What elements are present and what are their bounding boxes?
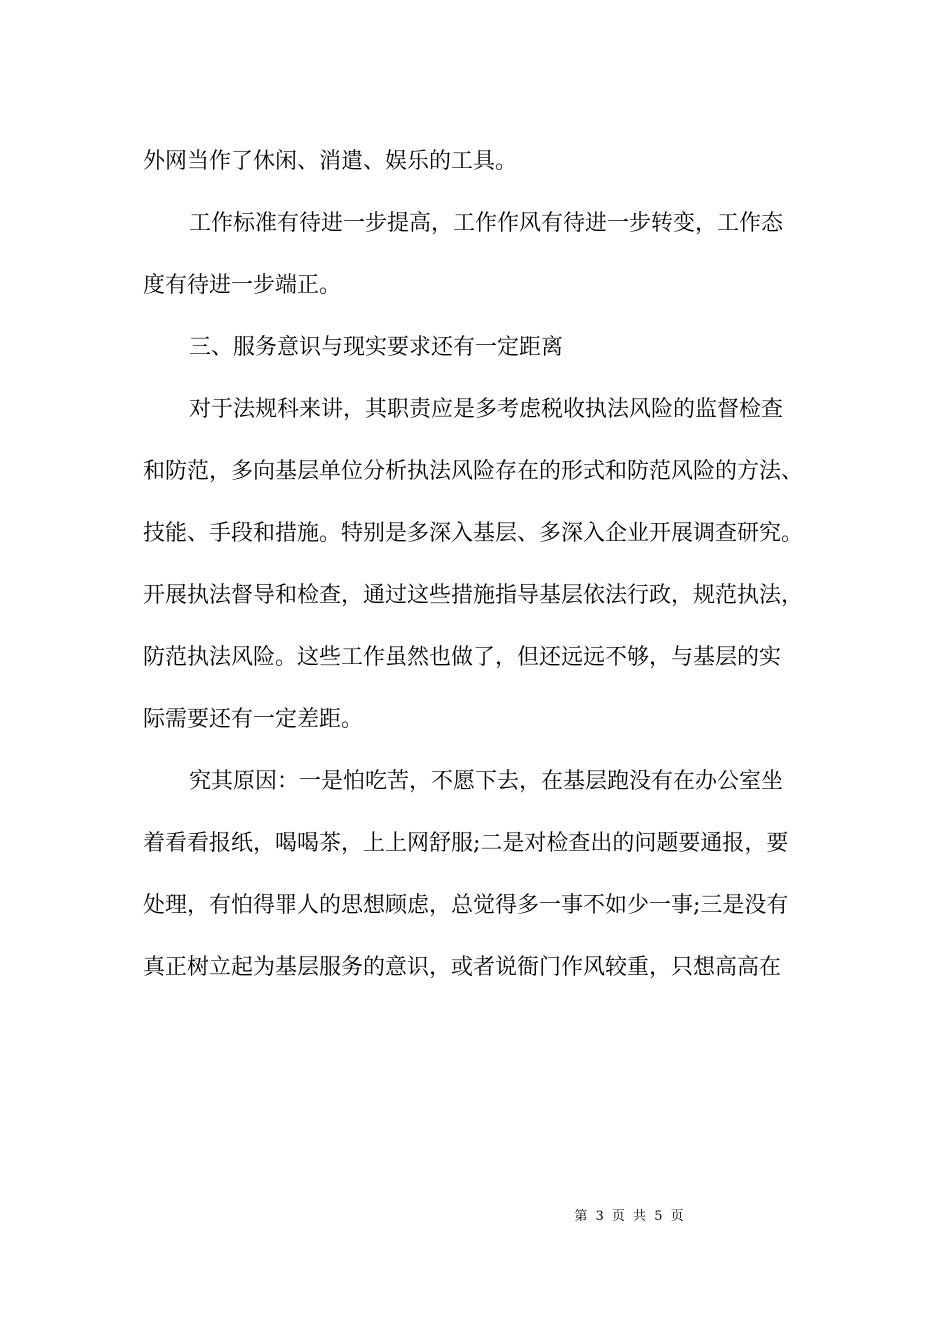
text-line: 着看看报纸，喝喝茶，上上网舒服;二是对检查出的问题要通报，要 [143,831,789,856]
text-line: 防范执法风险。这些工作虽然也做了，但还远远不够，与基层的实 [143,645,782,670]
text-line: 对于法规科来讲，其职责应是多考虑税收执法风险的监督检查 [189,397,784,422]
text-line: 度有待进一步端正。 [143,273,342,298]
page-number: 第 3 页 共 5 页 [574,1209,686,1224]
text-line: 真正树立起为基层服务的意识，或者说衙门作风较重，只想高高在 [143,955,782,980]
text-line: 际需要还有一定差距。 [143,707,364,732]
text-line: 技能、手段和措施。特别是多深入基层、多深入企业开展调查研究。 [143,521,804,546]
text-line: 外网当作了休闲、消遣、娱乐的工具。 [143,149,518,174]
text-line: 开展执法督导和检查，通过这些措施指导基层依法行政，规范执法， [143,583,804,608]
document-body [143,131,823,999]
text-line: 处理，有怕得罪人的思想顾虑，总觉得多一事不如少一事;三是没有 [143,893,789,918]
text-line: 究其原因：一是怕吃苦，不愿下去，在基层跑没有在办公室坐 [189,769,784,794]
text-line: 和防范，多向基层单位分析执法风险存在的形式和防范风险的方法、 [143,459,804,484]
section-heading: 三、服务意识与现实要求还有一定距离 [189,335,564,360]
text-line: 工作标准有待进一步提高，工作作风有待进一步转变，工作态 [189,211,784,236]
page-footer [0,1208,950,1226]
